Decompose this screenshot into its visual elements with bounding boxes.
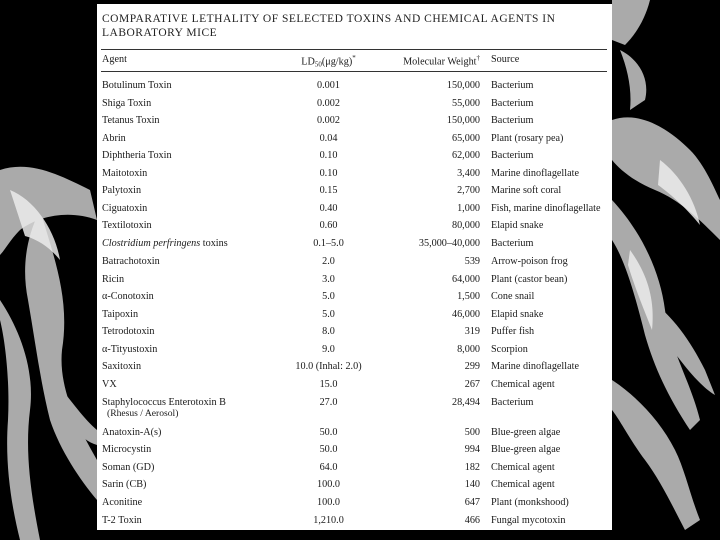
cell-molecular-weight: 150,000 [446, 80, 480, 91]
cell-source: Plant (rosary pea) [491, 133, 564, 144]
cell-agent: α-Conotoxin [102, 291, 154, 302]
cell-agent: Aconitine [102, 497, 143, 508]
cell-ld50: 50.0 [319, 427, 338, 438]
cell-ld50: 27.0 [319, 397, 338, 408]
cell-ld50: 1,210.0 [313, 515, 344, 526]
header-ld50 [286, 54, 371, 68]
cell-source: Blue-green algae [491, 444, 561, 455]
lethality-table-card [97, 4, 612, 530]
cell-source: Marine dinoflagellate [491, 361, 579, 372]
cell-molecular-weight: 319 [464, 326, 480, 337]
cell-agent: Staphylococcus Enterotoxin B (Rhesus / Aerosol) [102, 397, 226, 419]
header-molecular-weight [371, 54, 480, 67]
cell-source: Plant (castor bean) [491, 274, 568, 285]
cell-agent: Microcystin [102, 444, 152, 455]
cell-source: Bacterium [491, 115, 534, 126]
cell-source: Fish, marine dinoflagellate [491, 203, 601, 214]
cell-molecular-weight: 539 [464, 256, 480, 267]
cell-molecular-weight: 65,000 [451, 133, 480, 144]
header-agent: Agent [102, 54, 127, 65]
header-mw-label: Molecular Weight [403, 56, 477, 68]
cell-source: Arrow-poison frog [491, 256, 568, 267]
cell-agent: Ciguatoxin [102, 203, 148, 214]
cell-agent: Soman (GD) [102, 462, 155, 473]
cell-molecular-weight: 267 [464, 379, 480, 390]
cell-agent: T-2 Toxin [102, 515, 142, 526]
header-source: Source [491, 54, 520, 65]
cell-molecular-weight: 2,700 [457, 185, 480, 196]
cell-source: Scorpion [491, 344, 528, 355]
cell-molecular-weight: 64,000 [451, 274, 480, 285]
cell-molecular-weight: 140 [464, 479, 480, 490]
cell-agent: Saxitoxin [102, 361, 142, 372]
cell-ld50: 0.002 [317, 98, 340, 109]
cell-agent: Abrin [102, 133, 126, 144]
cell-ld50: 0.04 [319, 133, 338, 144]
cell-ld50: 0.10 [319, 168, 338, 179]
cell-molecular-weight: 500 [464, 427, 480, 438]
cell-ld50: 0.001 [317, 80, 340, 91]
cell-agent: Tetanus Toxin [102, 115, 160, 126]
cell-molecular-weight: 35,000–40,000 [418, 238, 480, 249]
header-top-rule [101, 49, 607, 50]
header-mw-mark: † [476, 54, 480, 62]
cell-source: Blue-green algae [491, 427, 561, 438]
cell-agent: α-Tityustoxin [102, 344, 158, 355]
cell-source: Chemical agent [491, 479, 555, 490]
cell-source: Bacterium [491, 150, 534, 161]
cell-agent: Tetrodotoxin [102, 326, 155, 337]
cell-source: Puffer fish [491, 326, 535, 337]
cell-agent: Anatoxin-A(s) [102, 427, 162, 438]
cell-molecular-weight: 150,000 [446, 115, 480, 126]
cell-molecular-weight: 8,000 [457, 344, 480, 355]
cell-ld50: 0.10 [319, 150, 338, 161]
cell-molecular-weight: 299 [464, 361, 480, 372]
cell-source: Plant (monkshood) [491, 497, 569, 508]
cell-ld50: 0.15 [319, 185, 338, 196]
cell-agent: Palytoxin [102, 185, 142, 196]
cell-ld50: 10.0 (Inhal: 2.0) [295, 361, 362, 372]
cell-molecular-weight: 80,000 [451, 220, 480, 231]
header-ld50-mark: * [352, 54, 356, 62]
cell-ld50: 5.0 [322, 309, 335, 320]
cell-molecular-weight: 994 [464, 444, 480, 455]
cell-agent: VX [102, 379, 117, 390]
cell-agent: Shiga Toxin [102, 98, 152, 109]
cell-ld50: 0.1–5.0 [313, 238, 344, 249]
header-ld50-prefix: LD [301, 56, 315, 68]
cell-agent: Maitotoxin [102, 168, 148, 179]
header-ld50-unit: (μg/kg) [321, 56, 353, 68]
cell-source: Bacterium [491, 238, 534, 249]
header-bottom-rule [101, 71, 607, 72]
cell-molecular-weight: 46,000 [451, 309, 480, 320]
cell-agent: Ricin [102, 274, 125, 285]
cell-agent: Textilotoxin [102, 220, 152, 231]
header-ld50-sub: 50 [314, 60, 322, 69]
cell-ld50: 100.0 [317, 479, 340, 490]
cell-ld50: 0.002 [317, 115, 340, 126]
cell-source: Marine dinoflagellate [491, 168, 579, 179]
cell-molecular-weight: 55,000 [451, 98, 480, 109]
table-title: COMPARATIVE LETHALITY OF SELECTED TOXINS AND CHEMICAL AGENTS IN LABORATORY MICE [102, 13, 556, 39]
cell-source: Chemical agent [491, 379, 555, 390]
cell-ld50: 5.0 [322, 291, 335, 302]
cell-molecular-weight: 1,000 [457, 203, 480, 214]
cell-molecular-weight: 62,000 [451, 150, 480, 161]
cell-agent: Botulinum Toxin [102, 80, 172, 91]
cell-ld50: 8.0 [322, 326, 335, 337]
cell-ld50: 100.0 [317, 497, 340, 508]
cell-molecular-weight: 3,400 [457, 168, 480, 179]
cell-ld50: 50.0 [319, 444, 338, 455]
cell-agent-italic: Clostridium perfringens [102, 238, 201, 249]
cell-molecular-weight: 1,500 [457, 291, 480, 302]
cell-ld50: 0.60 [319, 220, 338, 231]
cell-ld50: 3.0 [322, 274, 335, 285]
cell-agent: Sarin (CB) [102, 479, 147, 490]
cell-source: Bacterium [491, 98, 534, 109]
cell-source: Elapid snake [491, 309, 544, 320]
cell-ld50: 64.0 [319, 462, 338, 473]
cell-ld50: 15.0 [319, 379, 338, 390]
cell-ld50: 9.0 [322, 344, 335, 355]
cell-agent: Clostridium perfringens toxins [102, 238, 228, 249]
cell-ld50: 2.0 [322, 256, 335, 267]
cell-molecular-weight: 647 [464, 497, 480, 508]
cell-source: Bacterium [491, 80, 534, 91]
cell-source: Chemical agent [491, 462, 555, 473]
cell-ld50: 0.40 [319, 203, 338, 214]
cell-source: Cone snail [491, 291, 535, 302]
cell-agent: Taipoxin [102, 309, 139, 320]
cell-source: Marine soft coral [491, 185, 562, 196]
cell-source: Fungal mycotoxin [491, 515, 566, 526]
cell-molecular-weight: 182 [464, 462, 480, 473]
cell-molecular-weight: 466 [464, 515, 480, 526]
cell-agent-note: (Rhesus / Aerosol) [107, 408, 179, 419]
cell-source: Bacterium [491, 397, 534, 408]
cell-molecular-weight: 28,494 [451, 397, 480, 408]
cell-agent: Diphtheria Toxin [102, 150, 172, 161]
cell-source: Elapid snake [491, 220, 544, 231]
cell-agent: Batrachotoxin [102, 256, 160, 267]
